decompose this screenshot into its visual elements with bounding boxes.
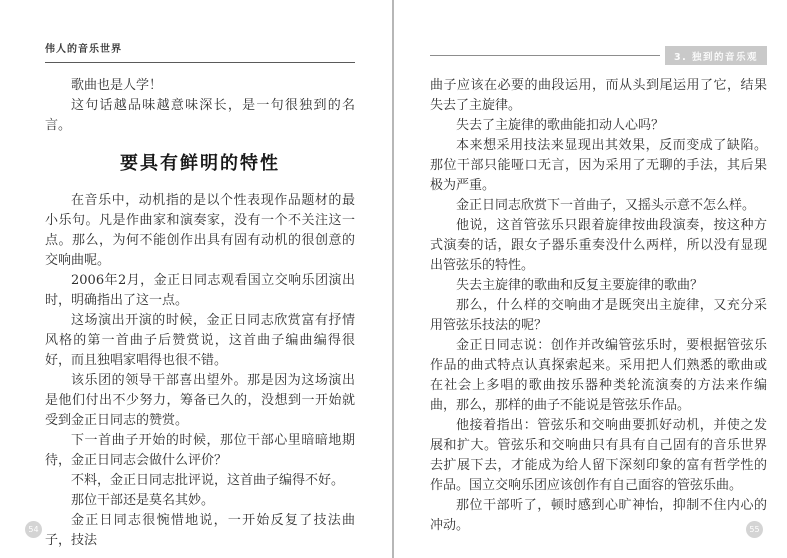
paragraph: 这句话越品味越意味深长，是一句很独到的名言。 [45,98,355,133]
paragraph: 失去了主旋律的歌曲能扣动人心吗？ [456,118,665,133]
paragraph: 那位干部听了，顿时感到心旷神怡，抑制不住内心的冲动。 [430,498,767,533]
paragraph: 2006年2月，金正日同志观看国立交响乐团演出时，明确指出了这一点。 [45,273,355,308]
page-right [393,0,787,558]
page-spine-divider [392,0,394,558]
section-title: 要具有鲜明的特性 [120,153,280,174]
header-rule [430,55,660,56]
left-paragraphs [45,191,355,551]
paragraph: 金正日同志说：创作并改编管弦乐时，要根据管弦乐作品的曲式特点认真探索起来。采用把人们熟悉的歌曲或在社会上多唱的歌曲按乐器种类轮流演奏的方法来作编曲，那么，那样的曲子不能说是管弦乐作品。 [430,338,767,413]
paragraph: 那位干部还是莫名其妙。 [71,493,215,508]
right-paragraphs [430,76,767,536]
paragraph: 曲子应该在必要的曲段运用，而从头到尾运用了它，结果失去了主旋律。 [430,78,767,113]
left-page-body [45,76,355,551]
paragraph: 金正日同志欣赏下一首曲子，又摇头示意不怎么样。 [456,198,756,213]
page-number-left: 54 [25,521,42,538]
intro-lines [45,76,355,136]
paragraph: 在音乐中，动机指的是以个性表现作品题材的最小乐句。凡是作曲家和演奏家，没有一个不关注这一点。那么，为何不能创作出具有固有动机的很创意的交响曲呢。 [45,193,355,268]
chapter-tag: 3. 独到的音乐观 [665,46,767,65]
paragraph: 那么，什么样的交响曲才是既突出主旋律，又充分采用管弦乐技法的呢？ [430,298,767,333]
paragraph: 他说，这首管弦乐只跟着旋律按曲段演奏，按这种方式演奏的话，跟女子器乐重奏没什么两样，所以没有显现出管弦乐的特性。 [430,218,767,273]
left-running-header: 伟人的音乐世界 [45,40,355,63]
paragraph: 金正日同志很惋惜地说，一开始反复了技法曲子，技法 [45,513,355,548]
paragraph: 他接着指出：管弦乐和交响曲要抓好动机，并使之发展和扩大。管弦乐和交响曲只有具有自己固有的音乐世界去扩展下去，才能成为给人留下深刻印象的富有哲学性的作品。国立交响乐团应该创作有自己面容的管弦乐曲。 [430,418,767,493]
paragraph: 歌曲也是人学！ [71,78,163,93]
paragraph: 该乐团的领导干部喜出望外。那是因为这场演出是他们付出不少努力，筹备已久的，没想到一开始就受到金正日同志的赞赏。 [45,373,355,428]
paragraph: 下一首曲子开始的时候，那位干部心里暗暗地期待，金正日同志会做什么评价？ [45,433,355,468]
right-running-header [430,48,767,63]
paragraph: 失去主旋律的歌曲和反复主要旋律的歌曲？ [456,278,704,293]
page-left [0,0,393,558]
paragraph: 本来想采用技法来显现出其效果，反而变成了缺陷。那位干部只能哑口无言，因为采用了无聊的手法，其后果极为严重。 [430,138,767,193]
page-number-right: 55 [746,521,763,538]
paragraph: 这场演出开演的时候，金正日同志欣赏富有抒情风格的第一首曲子后赞赏说，这首曲子编曲编得很好，而且独唱家唱得也很不错。 [45,313,355,368]
right-page-body [430,76,767,536]
paragraph: 不料，金正日同志批评说，这首曲子编得不好。 [71,473,345,488]
